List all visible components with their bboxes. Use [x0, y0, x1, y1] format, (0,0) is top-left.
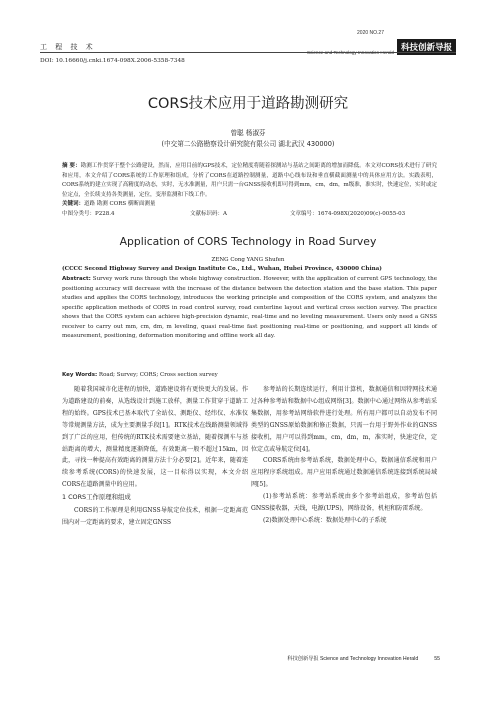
title-en: Application of CORS Technology in Road Survey: [119, 235, 377, 248]
body-paragraph: CORS的工作原理是利用GNSS导航定位技术，根据一定距离范围内对一定距离的要求，建立固定GNSS: [62, 507, 248, 526]
header-rule: [40, 52, 456, 53]
body-column-left: [62, 384, 248, 529]
body-paragraph: 参考站的长期连续运行，利用计算机，数据通信和因特网技术通过各种参考站和数据中心组成网络[3]。数据中心通过网络从参考站采集数据，用参考站网络软件进行处理。所有用户都可以自动发布不同类型的GNSS原始数据和修正数据，只需一台用于野外作业的GNSS接收机，用户可以得到mm，cm，dm，m，准实时，快速定位，定位定点或导航定位[4]。: [251, 386, 437, 453]
keywords-cn-label: 关键词：: [62, 201, 85, 207]
body-paragraph: CORS系统由参考站系统，数据处理中心，数据通信系统和用户应用程序系统组成。用户应用系统通过数据通信系统连接到系统局域网[5]。: [251, 457, 437, 489]
issue-number: 2020 NO.27: [357, 30, 384, 36]
keywords-en: [62, 372, 437, 378]
journal-name-en: Science and Technology Innovation Herald: [306, 50, 394, 55]
abstract-en-text: Survey work runs through the whole highway construction. However, with the application of current GPS technology, the positioning accuracy will decrease with the increase of the distance between the detection station and the base station. This paper studies and applies the CORS technology, introduces the working principle and composition of the CORS system, and analyzes the specific application methods of CORS in road control survey, road centerline layout and vertical cross section survey. The practice shows that the CORS system can achieve high-precision dynamic, real-time and no leveling measurement. Users only need a GNSS receiver to carry out mm, cm, dm, m leveling, quasi real-time fast positioning real-time or positioning, and support all kinds of measurement, positioning, deformation monitoring and offline work all day.: [62, 276, 438, 340]
title-cn: CORS技术应用于道路勘测研究: [147, 96, 349, 112]
keywords-en-text: Road; Survey; CORS; Cross section survey: [98, 372, 218, 378]
abstract-en-label: Abstract:: [62, 276, 91, 282]
affiliation-cn: (中交第二公路勘察设计研究院有限公司 湖北武汉 430000): [161, 140, 335, 148]
authors-cn: 曾聪 杨淑芬: [230, 129, 266, 137]
section-heading: 1 CORS工作原理和组成: [62, 493, 131, 502]
doi: DOI: 10.16660/j.cnki.1674-098X.2006-5358-7348: [40, 58, 185, 64]
abstract-en: [62, 275, 437, 342]
keywords-cn-text: 道路 勘测 CORS 横断面测量: [84, 201, 156, 207]
body-paragraph: (2)数据处理中心系统：数据处理中心的子系统: [263, 516, 387, 524]
affiliation-en: (CCCC Second Highway Survey and Design Institute Co., Ltd., Wuhan, Hubei Province, 430000 China): [62, 266, 382, 272]
keywords-cn: [62, 199, 437, 207]
journal-section-label: 工 程 技 术: [40, 43, 96, 51]
abstract-cn: [62, 162, 437, 200]
abstract-cn-text: 勘测工作贯穿于整个公路建设，然而，应用目前的GPS技术，定位精度将随着探测站与基站之间距离的增加而降低。本文对CORS技术进行了研究和应用，本文介绍了CORS系统的工作原理和组成，分析了CORS在道路控制测量，道路中心线布设和垂直横截面测量中的具体应用方法。实践表明，CORS系统的建立实现了高精度的动态，实时，无水准测量，用户只需一台GNSS接收机即可得到mm，cm，dm，m级准，准实时，快速定位，实时或定位定点，全长续支持各类测量，定位，变形监测和下线工作。: [62, 163, 437, 198]
authors-en: ZENG Cong YANG Shufen: [211, 257, 285, 263]
article-number: 文章编号：1674-098X(2020)09(c)-0055-03: [290, 211, 406, 217]
body-paragraph: 随着我国城市化进程的加快，道路建设将有更快更大的发展。作为道路建设的前奏，从选线设计到施工放样，测量工作贯穿于道路工程的始终。GPS技术已基本取代了全站仪、测距仪、经纬仪、水准仪等常规测量方法，成为主要测量手段[1]。RTK技术在线路测量领域得到了广泛的应用，但传统的RTK技术需要建立基站，随着探测车与基站距离的增大，测量精度逐渐降低，有效距离一般不超过15km，因此，寻找一种提高有效距离的测量方法十分必要[2]。近年来，随着连续参考系统(CORS)的快速发展，这一目标得以实现，本文介绍CORS在道路测量中的应用。: [62, 386, 248, 489]
clc-number: 中图分类号：P228.4: [62, 211, 115, 217]
page-footer: [0, 655, 440, 662]
page-number: 55: [434, 656, 440, 662]
document-code: 文献标识码：A: [190, 211, 227, 217]
footer-journal: 科技创新导报 Science and Technology Innovation Herald: [287, 656, 419, 662]
article-meta: [62, 209, 437, 217]
journal-logo: 科技创新导报: [397, 39, 456, 55]
abstract-cn-label: 摘 要：: [62, 163, 81, 169]
body-column-right: [251, 384, 437, 527]
keywords-en-label: Key Words:: [62, 372, 98, 378]
body-paragraph: (1)参考站系统：参考站系统由多个参考站组成，参考站包括GNSS接收器，天线，电源(UPS)，网络设备，机柜和防雷系统。: [251, 493, 437, 513]
